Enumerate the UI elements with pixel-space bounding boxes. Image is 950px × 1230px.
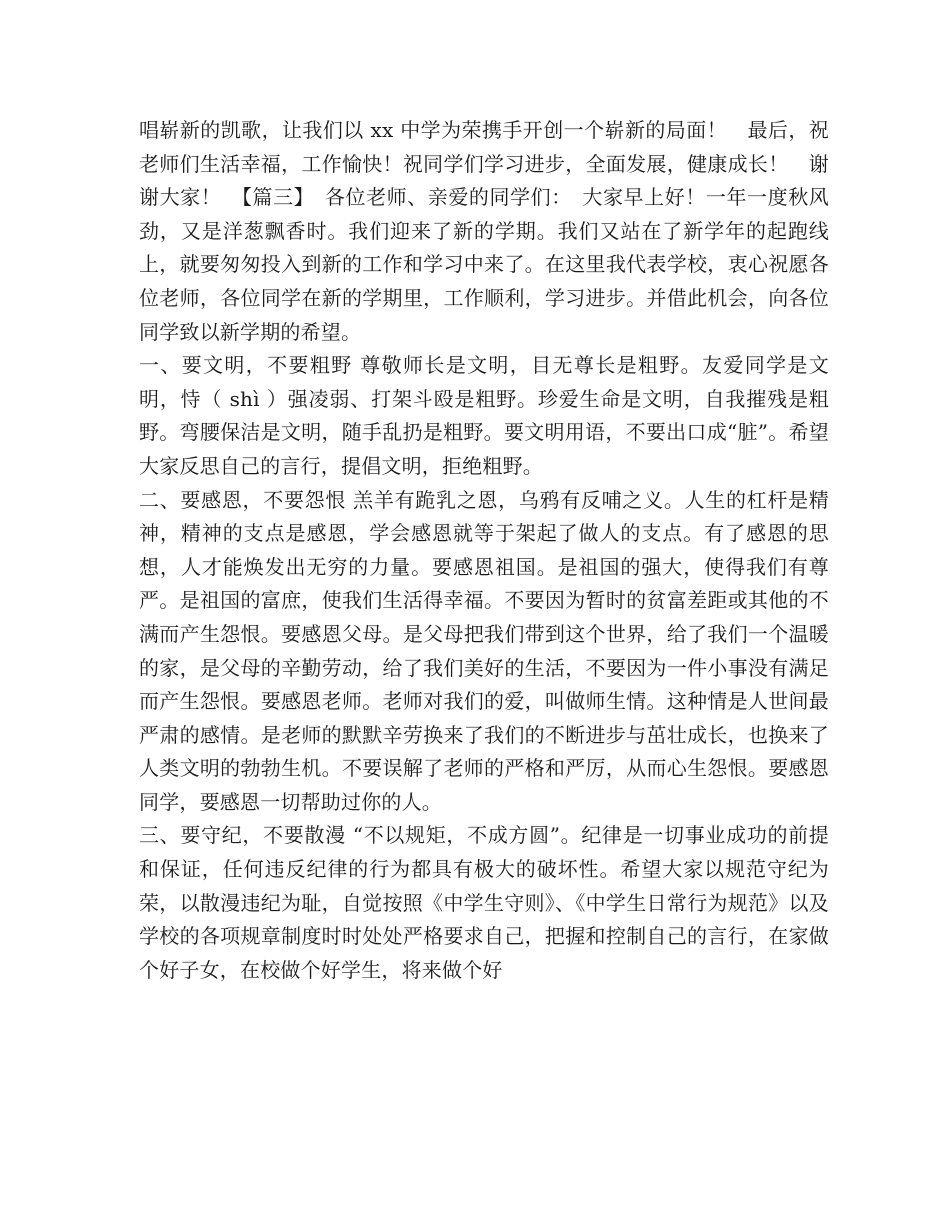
paragraph-civility: 一、要文明，不要粗野 尊敬师长是文明，目无尊长是粗野。友爱同学是文明，恃（ shì ）强凌弱、打架斗殴是粗野。珍爱生命是文明，自我摧残是粗野。弯腰保洁是文明，随手乱扔是粗野。要文明用语，不要出口成“脏”。希望大家反思自己的言行，提倡文明，拒绝粗野。 bbox=[139, 353, 829, 478]
paragraph-gratitude: 二、要感恩，不要怨恨 羔羊有跪乳之恩，乌鸦有反哺之义。人生的杠杆是精神，精神的支点是感恩，学会感恩就等于架起了做人的支点。有了感恩的思想，人才能焕发出无穷的力量。要感恩祖国。是祖国的强大，使得我们有尊严。是祖国的富庶，使我们生活得幸福。不要因为暂时的贫富差距或其他的不满而产生怨恨。要感恩父母。是父母把我们带到这个世界，给了我们一个温暖的家，是父母的辛勤劳动，给了我们美好的生活，不要因为一件小事没有满足而产生怨恨。要感恩老师。老师对我们的爱，叫做师生情。这种情是人世间最严肃的感情。是老师的默默辛劳换来了我们的不断进步与茁壮成长，也换来了人类文明的勃勃生机。不要误解了老师的严格和严厉，从而心生怨恨。要感恩同学，要感恩一切帮助过你的人。 bbox=[139, 487, 829, 814]
paragraph-intro: 唱崭新的凯歌，让我们以 xx 中学为荣携手开创一个崭新的局面！ 最后，祝老师们生活幸福，工作愉快！祝同学们学习进步，全面发展，健康成长！ 谢谢大家！ 【篇三】 各位老师、亲爱的同学们： 大家早上好！一年一度秋风劲，又是洋葱飘香时。我们迎来了新的学期。我们又站在了新学年的起跑线上，就要匆匆投入到新的工作和学习中来了。在这里我代表学校，衷心祝愿各位老师，各位同学在新的学期里，工作顺利，学习进步。并借此机会，向各位同学致以新学期的希望。 bbox=[139, 118, 829, 344]
paragraph-discipline: 三、要守纪，不要散漫 “不以规矩，不成方圆”。纪律是一切事业成功的前提和保证，任何违反纪律的行为都具有极大的破坏性。希望大家以规范守纪为荣，以散漫违纪为耻，自觉按照《中学生守则》、《中学生日常行为规范》以及学校的各项规章制度时时处处严格要求自己，把握和控制自己的言行，在家做个好子女，在校做个好学生，将来做个好 bbox=[139, 823, 829, 982]
document-body bbox=[139, 114, 829, 987]
